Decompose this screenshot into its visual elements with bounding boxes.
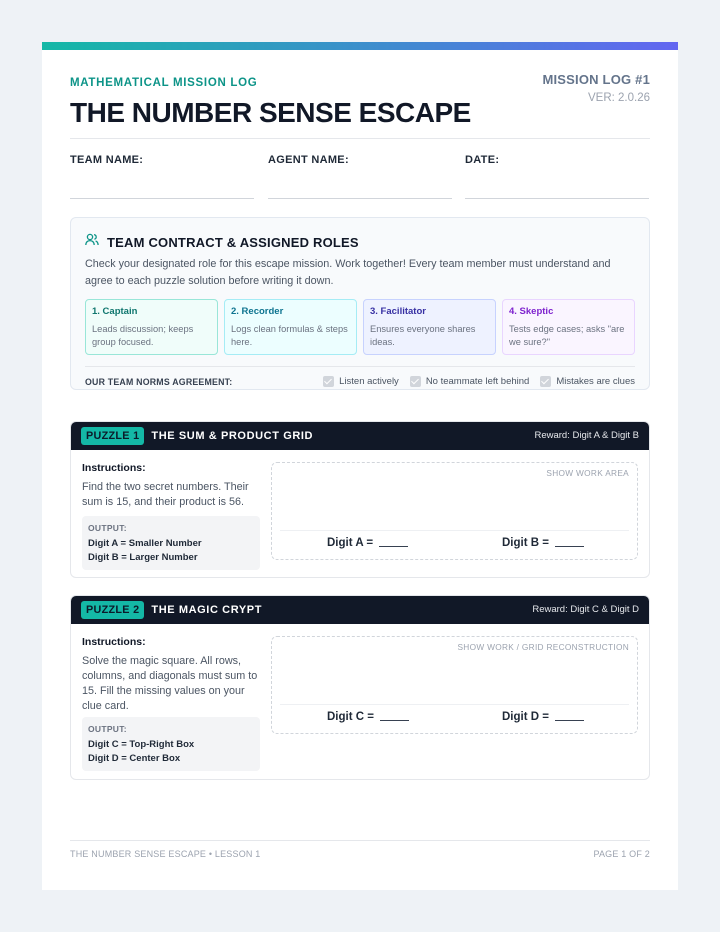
page-title: THE NUMBER SENSE ESCAPE [70, 97, 471, 128]
role-description: Ensures everyone shares ideas. [370, 324, 476, 347]
contract-header [85, 233, 359, 251]
digit-label: Digit C = [327, 711, 374, 723]
worksheet-page [42, 42, 678, 890]
checkbox-icon[interactable] [323, 376, 334, 387]
digit-d-answer[interactable] [502, 711, 584, 723]
kicker-label: MATHEMATICAL MISSION LOG [70, 77, 258, 89]
checkbox-icon[interactable] [410, 376, 421, 387]
output-line: Digit D = Center Box [88, 752, 181, 764]
puzzle-title: THE MAGIC CRYPT [151, 604, 263, 616]
puzzle-instructions [82, 462, 260, 510]
header-divider [70, 138, 650, 139]
show-work-area[interactable] [271, 462, 638, 560]
norms-divider [85, 366, 635, 367]
norm-mistakes-are-clues[interactable] [540, 376, 635, 387]
work-area-divider [280, 704, 629, 705]
output-box [82, 717, 260, 771]
puzzle-tag: PUZZLE 1 [81, 427, 144, 445]
role-description: Leads discussion; keeps group focused. [92, 324, 194, 347]
agent-name-label: AGENT NAME: [268, 154, 349, 166]
answer-blank[interactable] [555, 546, 584, 547]
mission-log-id: MISSION LOG #1 [542, 72, 650, 87]
digit-label: Digit A = [327, 537, 374, 549]
answer-blank[interactable] [555, 720, 584, 721]
puzzle-reward: Reward: Digit A & Digit B [534, 430, 639, 441]
puzzle-instructions [82, 636, 260, 714]
team-contract-card [70, 217, 650, 390]
norm-listen-actively[interactable] [323, 376, 399, 387]
contract-title: TEAM CONTRACT & ASSIGNED ROLES [107, 234, 359, 250]
instructions-text: Solve the magic square. All rows, columns, and diagonals must sum to 15. Fill the missing values on your clue card. [82, 655, 258, 712]
agent-name-line[interactable] [268, 198, 452, 199]
contract-description: Check your designated role for this escape mission. Work together! Every team member must understand and agree to each puzzle solution before writing it down. [85, 258, 611, 287]
puzzle-tag: PUZZLE 2 [81, 601, 144, 619]
instructions-label: Instructions: [82, 462, 146, 474]
instructions-text: Find the two secret numbers. Their sum is 15, and their product is 56. [82, 481, 249, 508]
footer-page-number: PAGE 1 OF 2 [593, 849, 650, 859]
answer-blank[interactable] [380, 720, 409, 721]
output-box [82, 516, 260, 570]
users-icon [85, 233, 99, 251]
role-description: Tests edge cases; asks "are we sure?" [509, 324, 625, 347]
norm-label: No teammate left behind [425, 376, 530, 387]
role-card-recorder [224, 299, 357, 355]
norm-label: Listen actively [339, 376, 399, 387]
team-name-line[interactable] [70, 198, 254, 199]
digit-c-answer[interactable] [327, 711, 409, 723]
accent-bar [42, 42, 678, 50]
role-card-captain [85, 299, 218, 355]
date-field[interactable] [465, 154, 649, 166]
work-area-label: SHOW WORK / GRID RECONSTRUCTION [457, 642, 629, 652]
puzzle-header [71, 422, 649, 450]
puzzle-title: THE SUM & PRODUCT GRID [151, 430, 314, 442]
norm-label: Mistakes are clues [556, 376, 635, 387]
norms-label: OUR TEAM NORMS AGREEMENT: [85, 376, 233, 387]
output-line: Digit A = Smaller Number [88, 538, 202, 549]
puzzle-header [71, 596, 649, 624]
output-label: OUTPUT: [88, 724, 127, 734]
footer-divider [70, 840, 650, 841]
puzzle-card-2 [70, 595, 650, 780]
output-line: Digit B = Larger Number [88, 551, 198, 563]
digit-label: Digit D = [502, 711, 549, 723]
role-name: 2. Recorder [231, 306, 284, 317]
date-label: DATE: [465, 154, 500, 166]
norms-checklist [312, 376, 635, 387]
roles-row [85, 299, 635, 355]
work-area-label: SHOW WORK AREA [546, 468, 629, 478]
role-card-facilitator [363, 299, 496, 355]
role-name: 3. Facilitator [370, 306, 426, 317]
date-line[interactable] [465, 198, 649, 199]
output-label: OUTPUT: [88, 523, 127, 533]
puzzle-reward: Reward: Digit C & Digit D [532, 604, 639, 615]
role-name: 1. Captain [92, 306, 138, 317]
norm-no-teammate-left-behind[interactable] [410, 376, 530, 387]
answer-blank[interactable] [379, 546, 408, 547]
role-card-skeptic [502, 299, 635, 355]
role-description: Logs clean formulas & steps here. [231, 324, 348, 347]
digit-label: Digit B = [502, 537, 549, 549]
show-work-area[interactable] [271, 636, 638, 734]
checkbox-icon[interactable] [540, 376, 551, 387]
instructions-label: Instructions: [82, 636, 146, 648]
version-label: VER: 2.0.26 [587, 92, 650, 104]
team-name-field[interactable] [70, 154, 254, 166]
work-area-divider [280, 530, 629, 531]
role-name: 4. Skeptic [509, 306, 554, 317]
output-line: Digit C = Top-Right Box [88, 739, 195, 750]
digit-b-answer[interactable] [502, 537, 584, 549]
team-norms-row [85, 376, 635, 387]
team-name-label: TEAM NAME: [70, 154, 144, 166]
digit-a-answer[interactable] [327, 537, 408, 549]
footer-lesson-label: THE NUMBER SENSE ESCAPE • LESSON 1 [70, 849, 261, 859]
puzzle-card-1 [70, 421, 650, 578]
agent-name-field[interactable] [268, 154, 452, 166]
